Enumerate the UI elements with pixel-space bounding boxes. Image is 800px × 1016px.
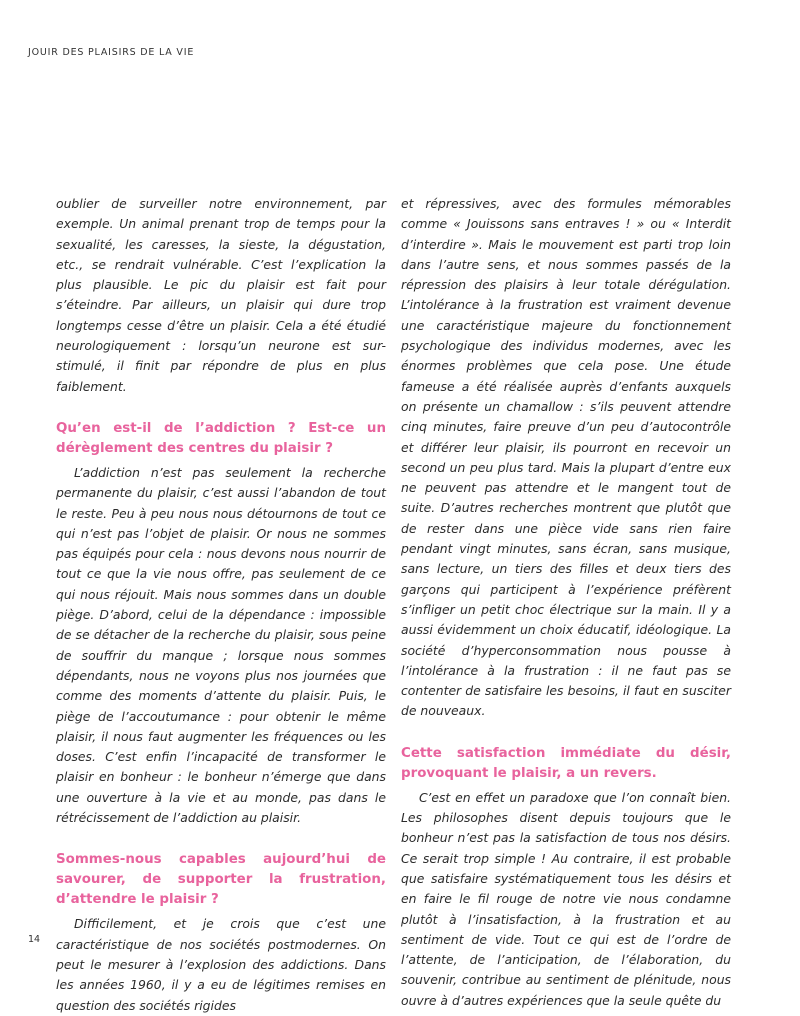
right-column bbox=[401, 194, 731, 1011]
running-head: JOUIR DES PLAISIRS DE LA VIE bbox=[28, 47, 195, 58]
body-paragraph: L’addiction n’est pas seulement la recherche permanente du plaisir, c’est aussi l’abandon de tout le reste. Peu à peu nous nous détournons de tout ce qui n’est pas l’objet de plaisir. Or nous ne sommes pas équipés pour cela : nous devons nous nourrir de tout ce que la vie nous offre, pas seulement de ce qui nous réjouit. Mais nous sommes dans un double piège. D’abord, celui de la dépendance : impossible de se détacher de la recherche du plaisir, sous peine de souffrir du manque ; lorsque nous sommes dépendants, nous ne voyons plus nos journées que comme des moments d’attente du plaisir. Puis, le piège de l’accoutumance : pour obtenir le même plaisir, il nous faut augmenter les fréquences ou les doses. C’est enfin l’incapacité de transformer le plaisir en bonheur : le bonheur n’émerge que dans une ouverture à la vie et au monde, pas dans le rétrécissement de l’addiction au plaisir. bbox=[56, 464, 386, 826]
section-heading: Qu’en est-il de l’addiction ? Est-ce un dérèglement des centres du plaisir ? bbox=[56, 420, 386, 456]
body-paragraph: C’est en effet un paradoxe que l’on connaît bien. Les philosophes disent depuis toujours que le bonheur n’est pas la satisfaction de tous nos désirs. Ce serait trop simple ! Au contraire, il est probable que satisfaire systématiquement tous les désirs et en faire le fil rouge de notre vie nous condamne plutôt à l’insatisfaction, à la frustration et au sentiment de vide. Tout ce qui est de l’ordre de l’attente, de l’anticipation, de l’élaboration, du souvenir, contribue au sentiment de plénitude, nous ouvre à d’autres expériences que la seule quête du bbox=[401, 789, 731, 1008]
left-column bbox=[56, 194, 386, 1016]
section-heading: Cette satisfaction immédiate du désir, provoquant le plaisir, a un revers. bbox=[401, 745, 731, 781]
section-heading: Sommes-nous capables aujourd’hui de savourer, de supporter la frustration, d’attendre le plaisir ? bbox=[56, 852, 386, 908]
body-paragraph: Difficilement, et je crois que c’est une caractéristique de nos sociétés postmodernes. On peut le mesurer à l’explosion des addictions. Dans les années 1960, il y a eu de légitimes remises en question des sociétés rigides bbox=[56, 916, 386, 1013]
body-paragraph: et répressives, avec des formules mémorables comme « Jouissons sans entraves ! » ou « Interdit d’interdire ». Mais le mouvement est parti trop loin dans l’autre sens, et nous sommes passés de la répression des plaisirs à leur totale dérégulation. L’intolérance à la frustration est vraiment devenue une caractéristique majeure du fonctionnement psychologique des individus modernes, avec les énormes problèmes que cela pose. Une étude fameuse a été réalisée auprès d’enfants auxquels on présente un chamallow : s’ils peuvent attendre cinq minutes, faire preuve d’un peu d’autocontrôle et différer leur plaisir, ils pourront en recevoir un second un peu plus tard. Mais la plupart d’entre eux ne peuvent pas attendre et le mangent tout de suite. D’autres recherches montrent que plutôt que de rester dans une pièce vide sans rien faire pendant vingt minutes, sans écran, sans musique, sans lecture, un tiers des filles et deux tiers des garçons qui participent à l’expérience préfèrent s’infliger un petit choc électrique sur la main. Il y a aussi évidemment un choix éducatif, idéologique. La société d’hyperconsommation nous pousse à l’intolérance à la frustration : il ne faut pas se contenter de satisfaire les besoins, il faut en susciter de nouveaux. bbox=[401, 196, 731, 719]
page-number: 14 bbox=[28, 934, 41, 945]
body-paragraph: oublier de surveiller notre environnement, par exemple. Un animal prenant trop de temps pour la sexualité, les caresses, la sieste, la dégustation, etc., se rendrait vulnérable. C’est l’explication la plus plausible. Le pic du plaisir est fait pour s’éteindre. Par ailleurs, un plaisir qui dure trop longtemps cesse d’être un plaisir. Cela a été étudié neurologiquement : lorsqu’un neurone est sur-stimulé, il finit par répondre de plus en plus faiblement. bbox=[56, 196, 386, 394]
